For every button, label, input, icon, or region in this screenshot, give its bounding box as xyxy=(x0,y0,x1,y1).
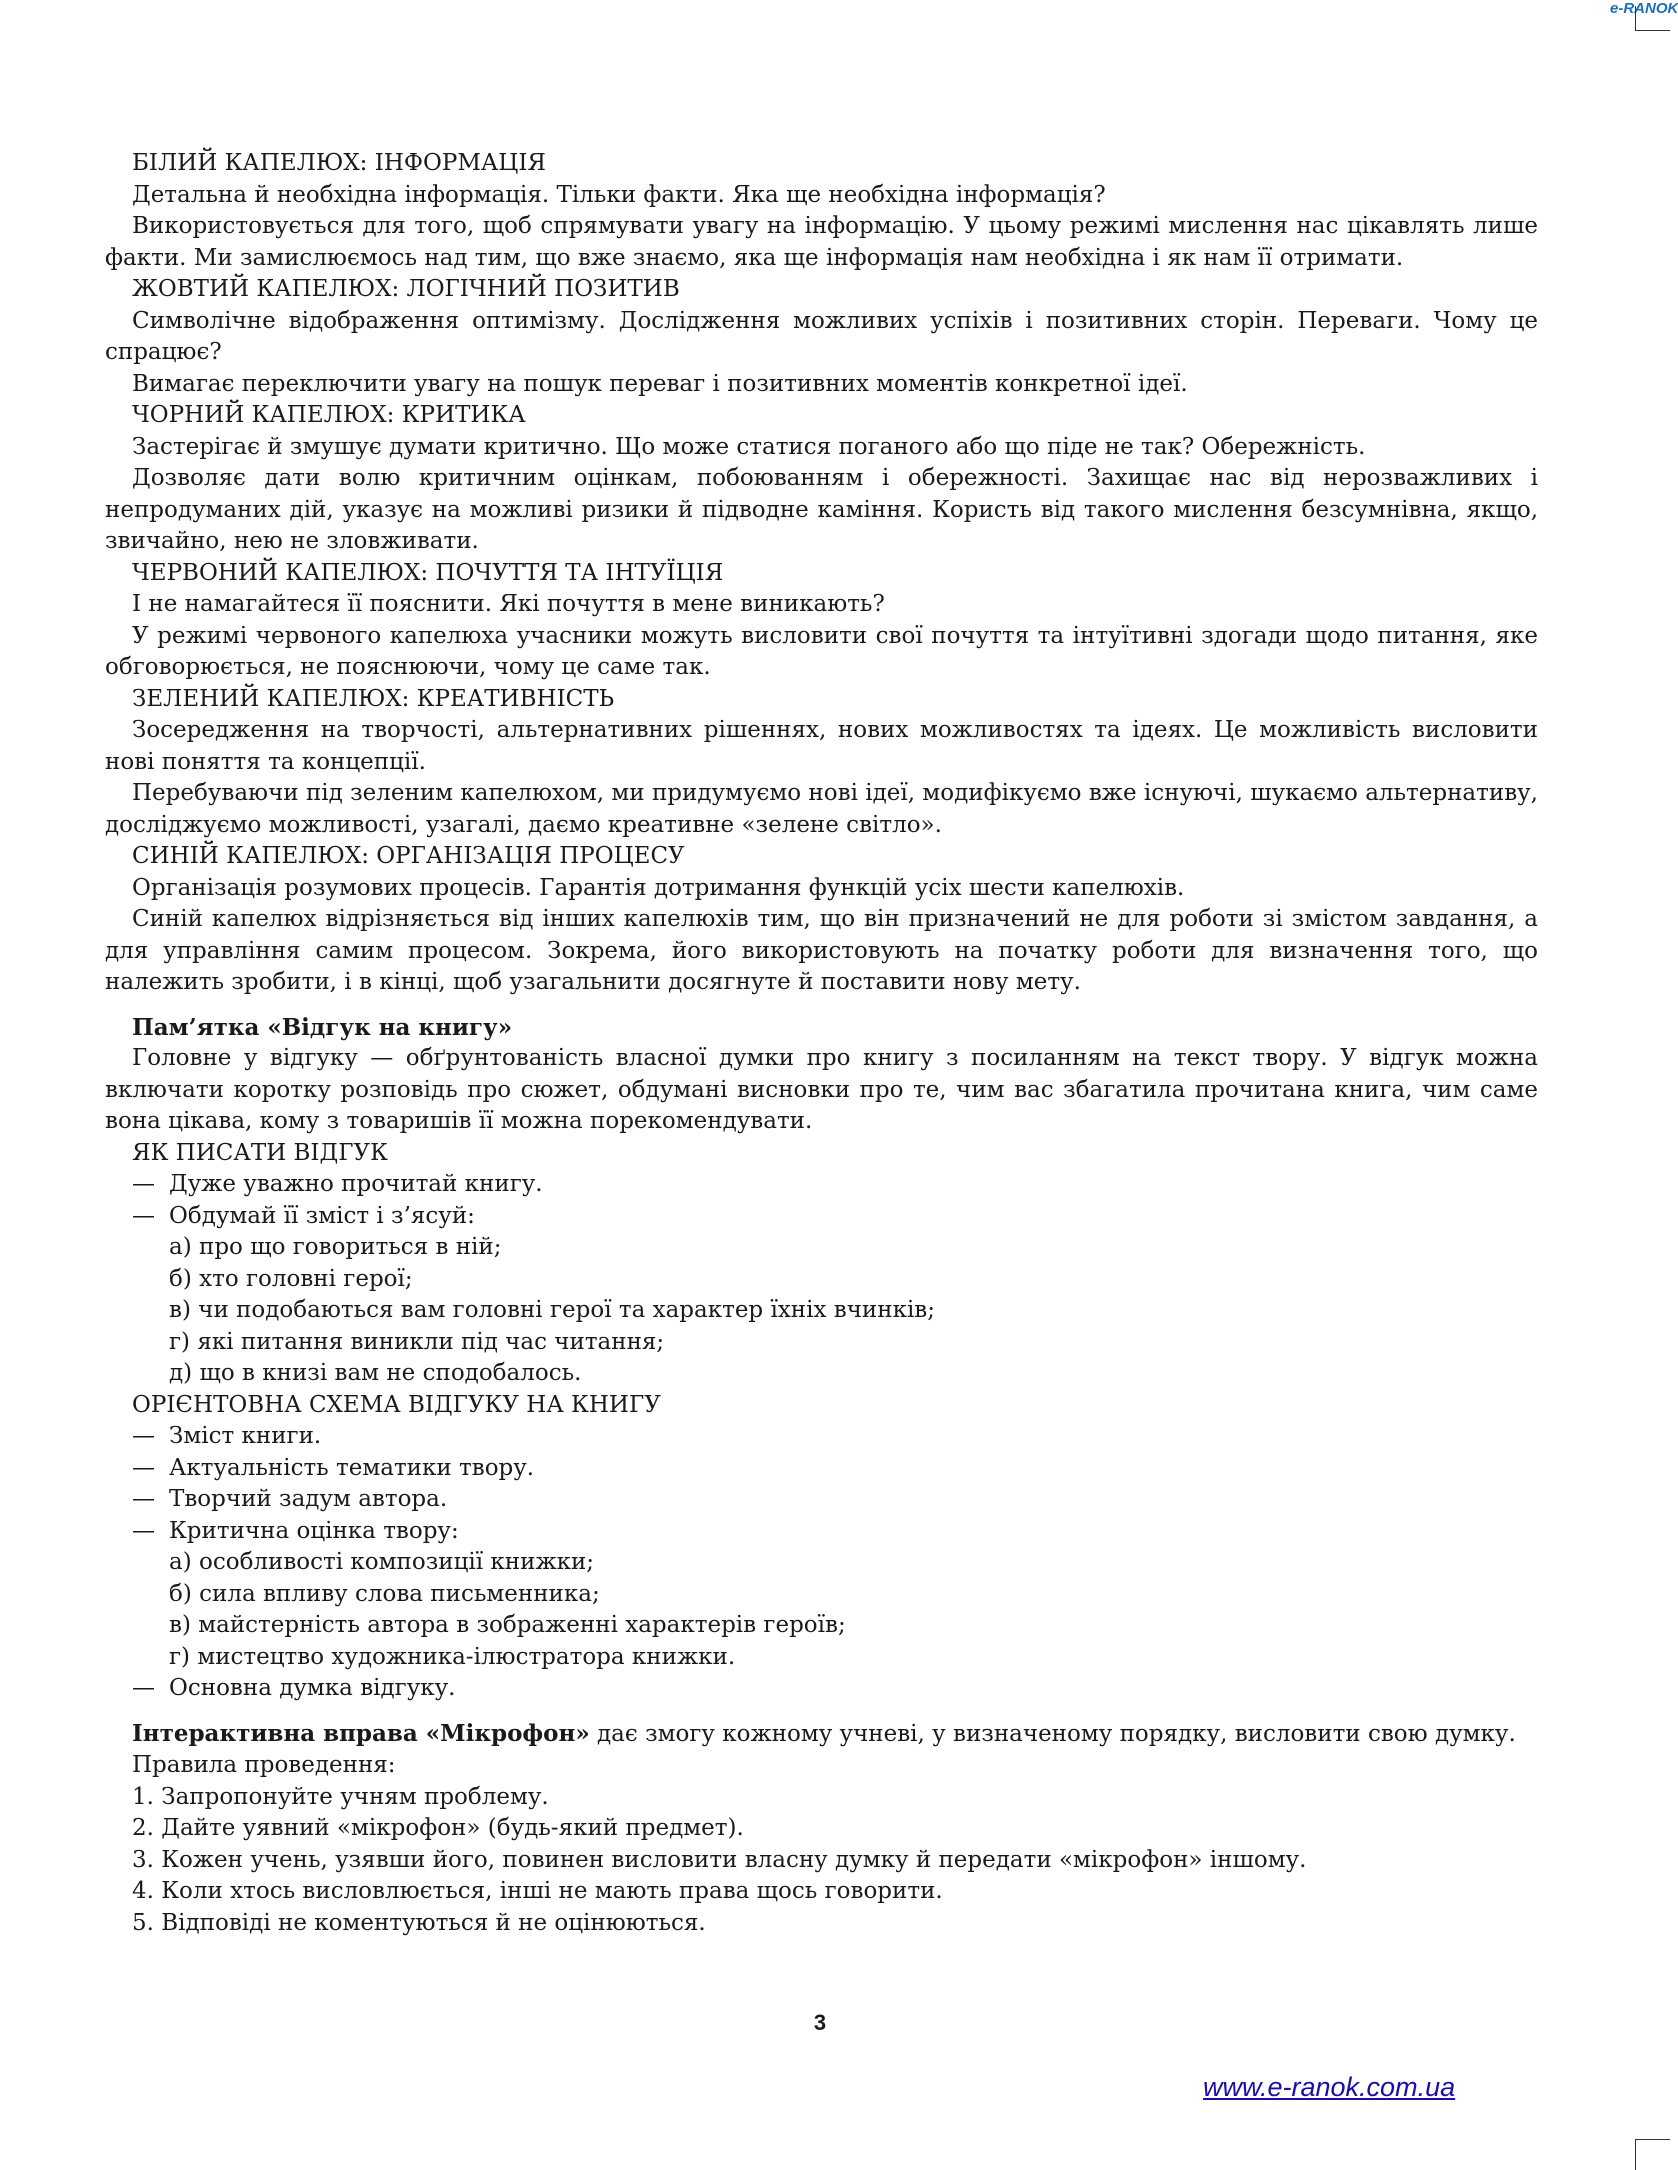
list-item-text: Зміст книги. xyxy=(169,1423,322,1449)
section-heading-red: ЧЕРВОНИЙ КАПЕЛЮХ: ПОЧУТТЯ ТА ІНТУЇЦІЯ xyxy=(132,559,724,586)
list-item xyxy=(105,1484,1538,1516)
paragraph: Символічне відображення оптимізму. Дослідження можливих успіхів і позитивних сторін. Переваги. Чому це спрацює? xyxy=(105,307,1538,365)
paragraph: Використовується для того, щоб спрямувати увагу на інформацію. У цьому режимі мислення нас цікавлять лише факти. Ми замислюємось над тим, що вже знаємо, яка ще інформація нам необхідна і як нам її отримати. xyxy=(105,213,1538,271)
sub-item: б) хто головні герої; xyxy=(169,1265,413,1292)
sub-item: б) сила впливу слова письменника; xyxy=(169,1580,600,1607)
crop-mark-bottom xyxy=(1635,2139,1670,2170)
list-item xyxy=(105,1516,1538,1548)
list-item xyxy=(105,1453,1538,1485)
section-heading-white: БІЛИЙ КАПЕЛЮХ: ІНФОРМАЦІЯ xyxy=(132,150,546,176)
dash-marker: — xyxy=(132,1675,155,1701)
how-to-heading: ЯК ПИСАТИ ВІДГУК xyxy=(132,1139,388,1166)
paragraph: Перебуваючи під зеленим капелюхом, ми придумуємо нові ідеї, модифікуємо вже існуючі, шукаємо альтернативу, досліджуємо можливості, узагалі, даємо креативне «зелене світло». xyxy=(105,780,1538,838)
list-item-text: Дуже уважно прочитай книгу. xyxy=(169,1171,543,1197)
sub-item: в) чи подобаються вам головні герої та характер їхніх вчинків; xyxy=(169,1297,936,1323)
list-item xyxy=(105,1201,1538,1233)
paragraph: Вимагає переключити увагу на пошук переваг і позитивних моментів конкретної ідеї. xyxy=(132,370,1188,397)
list-item-text: Обдумай її зміст і з’ясуй: xyxy=(169,1202,475,1229)
page-body xyxy=(105,148,1538,1939)
paragraph: Застерігає й змушує думати критично. Що може статися поганого або що піде не так? Обережність. xyxy=(132,433,1366,460)
sub-item: г) мистецтво художника-ілюстратора книжки. xyxy=(169,1643,736,1670)
scheme-heading: ОРІЄНТОВНА СХЕМА ВІДГУКУ НА КНИГУ xyxy=(132,1391,661,1418)
dash-marker: — xyxy=(132,1171,155,1197)
list-item xyxy=(105,1673,1538,1705)
paragraph: Організація розумових процесів. Гарантія дотримання функцій усіх шести капелюхів. xyxy=(132,874,1185,901)
rule-item: 5. Відповіді не коментуються й не оцінюються. xyxy=(132,1909,706,1936)
section-heading-yellow: ЖОВТИЙ КАПЕЛЮХ: ЛОГІЧНИЙ ПОЗИТИВ xyxy=(132,276,680,302)
dash-marker: — xyxy=(132,1517,155,1544)
microphone-intro xyxy=(105,1718,1538,1751)
rule-item: 4. Коли хтось висловлюється, інші не мають права щось говорити. xyxy=(132,1878,943,1904)
list-item xyxy=(105,1421,1538,1453)
section-heading-blue: СИНІЙ КАПЕЛЮХ: ОРГАНІЗАЦІЯ ПРОЦЕСУ xyxy=(132,843,685,869)
dash-marker: — xyxy=(132,1202,155,1229)
dash-marker: — xyxy=(132,1423,155,1449)
rules-label: Правила проведення: xyxy=(132,1752,396,1778)
review-memo-title: Пам’ятка «Відгук на книгу» xyxy=(132,1013,513,1041)
list-item-text: Основна думка відгуку. xyxy=(169,1675,456,1701)
rule-item: 2. Дайте уявний «мікрофон» (будь-який предмет). xyxy=(132,1815,744,1841)
list-item-text: Критична оцінка твору: xyxy=(169,1517,459,1544)
rule-item: 1. Запропонуйте учням проблему. xyxy=(132,1783,549,1810)
microphone-title: Інтерактивна вправа «Мікрофон» xyxy=(132,1719,590,1747)
dash-marker: — xyxy=(132,1454,155,1481)
publisher-logo: e-RANOK xyxy=(1610,0,1678,17)
sub-item: в) майстерність автора в зображенні характерів героїв; xyxy=(169,1612,846,1638)
rule-item: 3. Кожен учень, узявши його, повинен висловити власну думку й передати «мікрофон» іншому. xyxy=(132,1846,1307,1873)
paragraph: Зосередження на творчості, альтернативних рішеннях, нових можливостях та ідеях. Це можливість висловити нові поняття та концепції. xyxy=(105,717,1538,775)
review-memo-intro: Головне у відгуку — обґрунтованість власної думки про книгу з посиланням на текст твору. У відгук можна включати коротку розповідь про сюжет, обдумані висновки про те, чим вас збагатила прочитана книга, чим саме вона цікава, кому з товаришів її можна порекомендувати. xyxy=(105,1045,1538,1134)
microphone-description: дає змогу кожному учневі, у визначеному порядку, висловити свою думку. xyxy=(589,1720,1516,1747)
page-number: 3 xyxy=(813,2010,827,2035)
website-link[interactable]: www.e-ranok.com.ua xyxy=(1203,2072,1456,2102)
sub-item: а) про що говориться в ній; xyxy=(169,1234,502,1260)
dash-marker: — xyxy=(132,1486,155,1512)
sub-item: д) що в книзі вам не сподобалось. xyxy=(169,1360,582,1386)
paragraph: Синій капелюх відрізняється від інших капелюхів тим, що він призначений не для роботи зі змістом завдання, а для управління самим процесом. Зокрема, його використовують на початку роботи для визначення того, що належить зробити, і в кінці, щоб узагальнити досягнуте й поставити нову мету. xyxy=(105,906,1538,995)
crop-mark-top xyxy=(1635,6,1670,31)
list-item-text: Актуальність тематики твору. xyxy=(169,1454,535,1481)
section-heading-green: ЗЕЛЕНИЙ КАПЕЛЮХ: КРЕАТИВНІСТЬ xyxy=(132,685,615,712)
sub-item: а) особливості композиції книжки; xyxy=(169,1549,595,1575)
sub-item: г) які питання виникли під час читання; xyxy=(169,1328,665,1355)
paragraph: І не намагайтеся її пояснити. Які почуття в мене виникають? xyxy=(132,591,885,617)
paragraph: Детальна й необхідна інформація. Тільки факти. Яка ще необхідна інформація? xyxy=(132,181,1106,208)
paragraph: У режимі червоного капелюха учасники можуть висловити свої почуття та інтуїтивні здогади щодо питання, яке обговорюється, не пояснюючи, чому це саме так. xyxy=(105,622,1538,680)
list-item xyxy=(105,1169,1538,1201)
list-item-text: Творчий задум автора. xyxy=(169,1486,448,1512)
paragraph: Дозволяє дати волю критичним оцінкам, побоюванням і обережності. Захищає нас від нерозважливих і непродуманих дій, указує на можливі ризики й підводне каміння. Користь від такого мислення безсумнівна, якщо, звичайно, нею не зловживати. xyxy=(105,465,1538,554)
section-heading-black: ЧОРНИЙ КАПЕЛЮХ: КРИТИКА xyxy=(132,402,526,428)
